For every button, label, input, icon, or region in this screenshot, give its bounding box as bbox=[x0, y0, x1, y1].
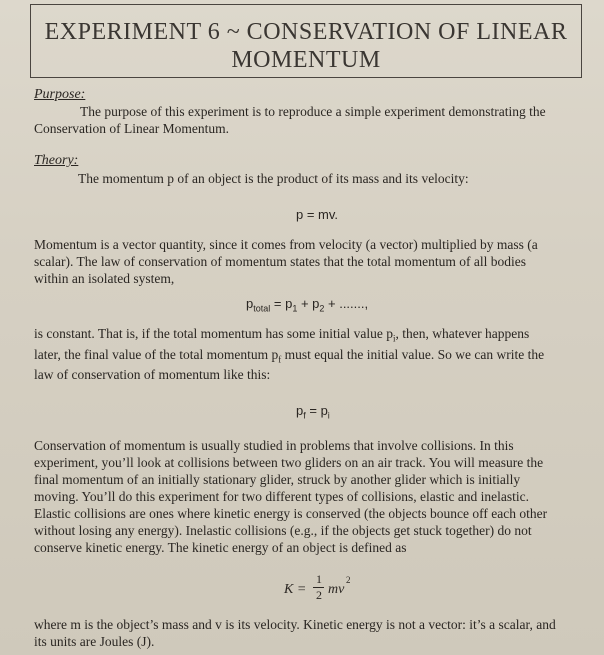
purpose-line-2: Conservation of Linear Momentum. bbox=[34, 121, 229, 136]
theory-para3-line5: Elastic collisions are ones where kinetic energy is conserved (the objects bounce off each other bbox=[34, 506, 548, 521]
theory-heading: Theory: bbox=[34, 153, 79, 168]
title-line-1: EXPERIMENT 6 ~ CONSERVATION OF LINEAR bbox=[44, 19, 568, 45]
theory-para3-line2: experiment, you’ll look at collisions between two gliders on an air track. You will measure the bbox=[34, 455, 544, 470]
eq2-lhs-sub: total bbox=[253, 303, 271, 314]
eq2-sub2: 2 bbox=[319, 303, 325, 314]
theory-intro: The momentum p of an object is the product of its mass and its velocity: bbox=[78, 171, 469, 186]
equation-k-numerator: 1 bbox=[316, 572, 322, 586]
theory-para2-line3: law of conservation of momentum like this: bbox=[34, 367, 271, 382]
para2-part-c: later, the final value of the total momentum p bbox=[34, 347, 279, 362]
eq2-rhs: = p bbox=[273, 296, 293, 311]
sub-i: i bbox=[392, 333, 396, 344]
title-box bbox=[30, 4, 582, 78]
theory-para1-line1: Momentum is a vector quantity, since it comes from velocity (a vector) multiplied by mass (a bbox=[34, 237, 538, 252]
title-line-2: MOMENTUM bbox=[231, 47, 381, 73]
equation-k-denominator: 2 bbox=[316, 588, 322, 602]
theory-para1-line2: scalar). The law of conservation of momentum states that the total momentum of all bodies bbox=[34, 254, 526, 269]
theory-para3-line4: moving. You’ll do this experiment for two different types of collisions, elastic and inelastic. bbox=[34, 489, 530, 504]
eq3-sub-f: f bbox=[303, 410, 306, 421]
eq3-pf: p bbox=[296, 403, 304, 418]
equation-momentum: p = mv. bbox=[296, 207, 339, 222]
theory-para2-line1 bbox=[34, 325, 529, 348]
para2-part-d: must equal the initial value. So we can write the bbox=[281, 347, 545, 362]
eq2-sub1: 1 bbox=[292, 303, 298, 314]
theory-para3-line1: Conservation of momentum is usually studied in problems that involve collisions. In this bbox=[34, 438, 514, 453]
theory-para3-line6: without losing any energy). Inelastic collisions (e.g., if the objects get stuck together) do not bbox=[34, 523, 532, 538]
eq2-lhs: p bbox=[246, 296, 254, 311]
purpose-heading: Purpose: bbox=[34, 87, 86, 102]
equation-conservation bbox=[296, 403, 330, 421]
theory-para3-line3: final momentum of an initially stationary glider, struck by another glider which is initially bbox=[34, 472, 521, 487]
theory-para1-line3: within an isolated system, bbox=[34, 271, 175, 286]
theory-para4-line1: where m is the object’s mass and v is its velocity. Kinetic energy is not a vector: it’s a scalar, and bbox=[34, 617, 556, 632]
eq2-tail: + ......., bbox=[324, 296, 369, 311]
equation-k-label: K = bbox=[284, 582, 307, 597]
para2-part-a: is constant. That is, if the total momentum has some initial value p bbox=[34, 326, 393, 341]
sub-f: f bbox=[278, 354, 282, 365]
eq2-plus: + p bbox=[297, 296, 320, 311]
equation-k-exponent: 2 bbox=[346, 575, 351, 585]
eq3-eq: = p bbox=[305, 403, 328, 418]
equation-k-mv: mv bbox=[328, 582, 345, 597]
theory-para3-line7: conserve kinetic energy. The kinetic energy of an object is defined as bbox=[34, 540, 407, 555]
theory-para4-line2: its units are Joules (J). bbox=[34, 634, 155, 649]
purpose-line-1: The purpose of this experiment is to reproduce a simple experiment demonstrating the bbox=[80, 104, 546, 119]
para2-part-b: , then, whatever happens bbox=[395, 326, 530, 341]
equation-total-momentum bbox=[246, 296, 368, 314]
eq3-sub-i: i bbox=[327, 410, 330, 421]
